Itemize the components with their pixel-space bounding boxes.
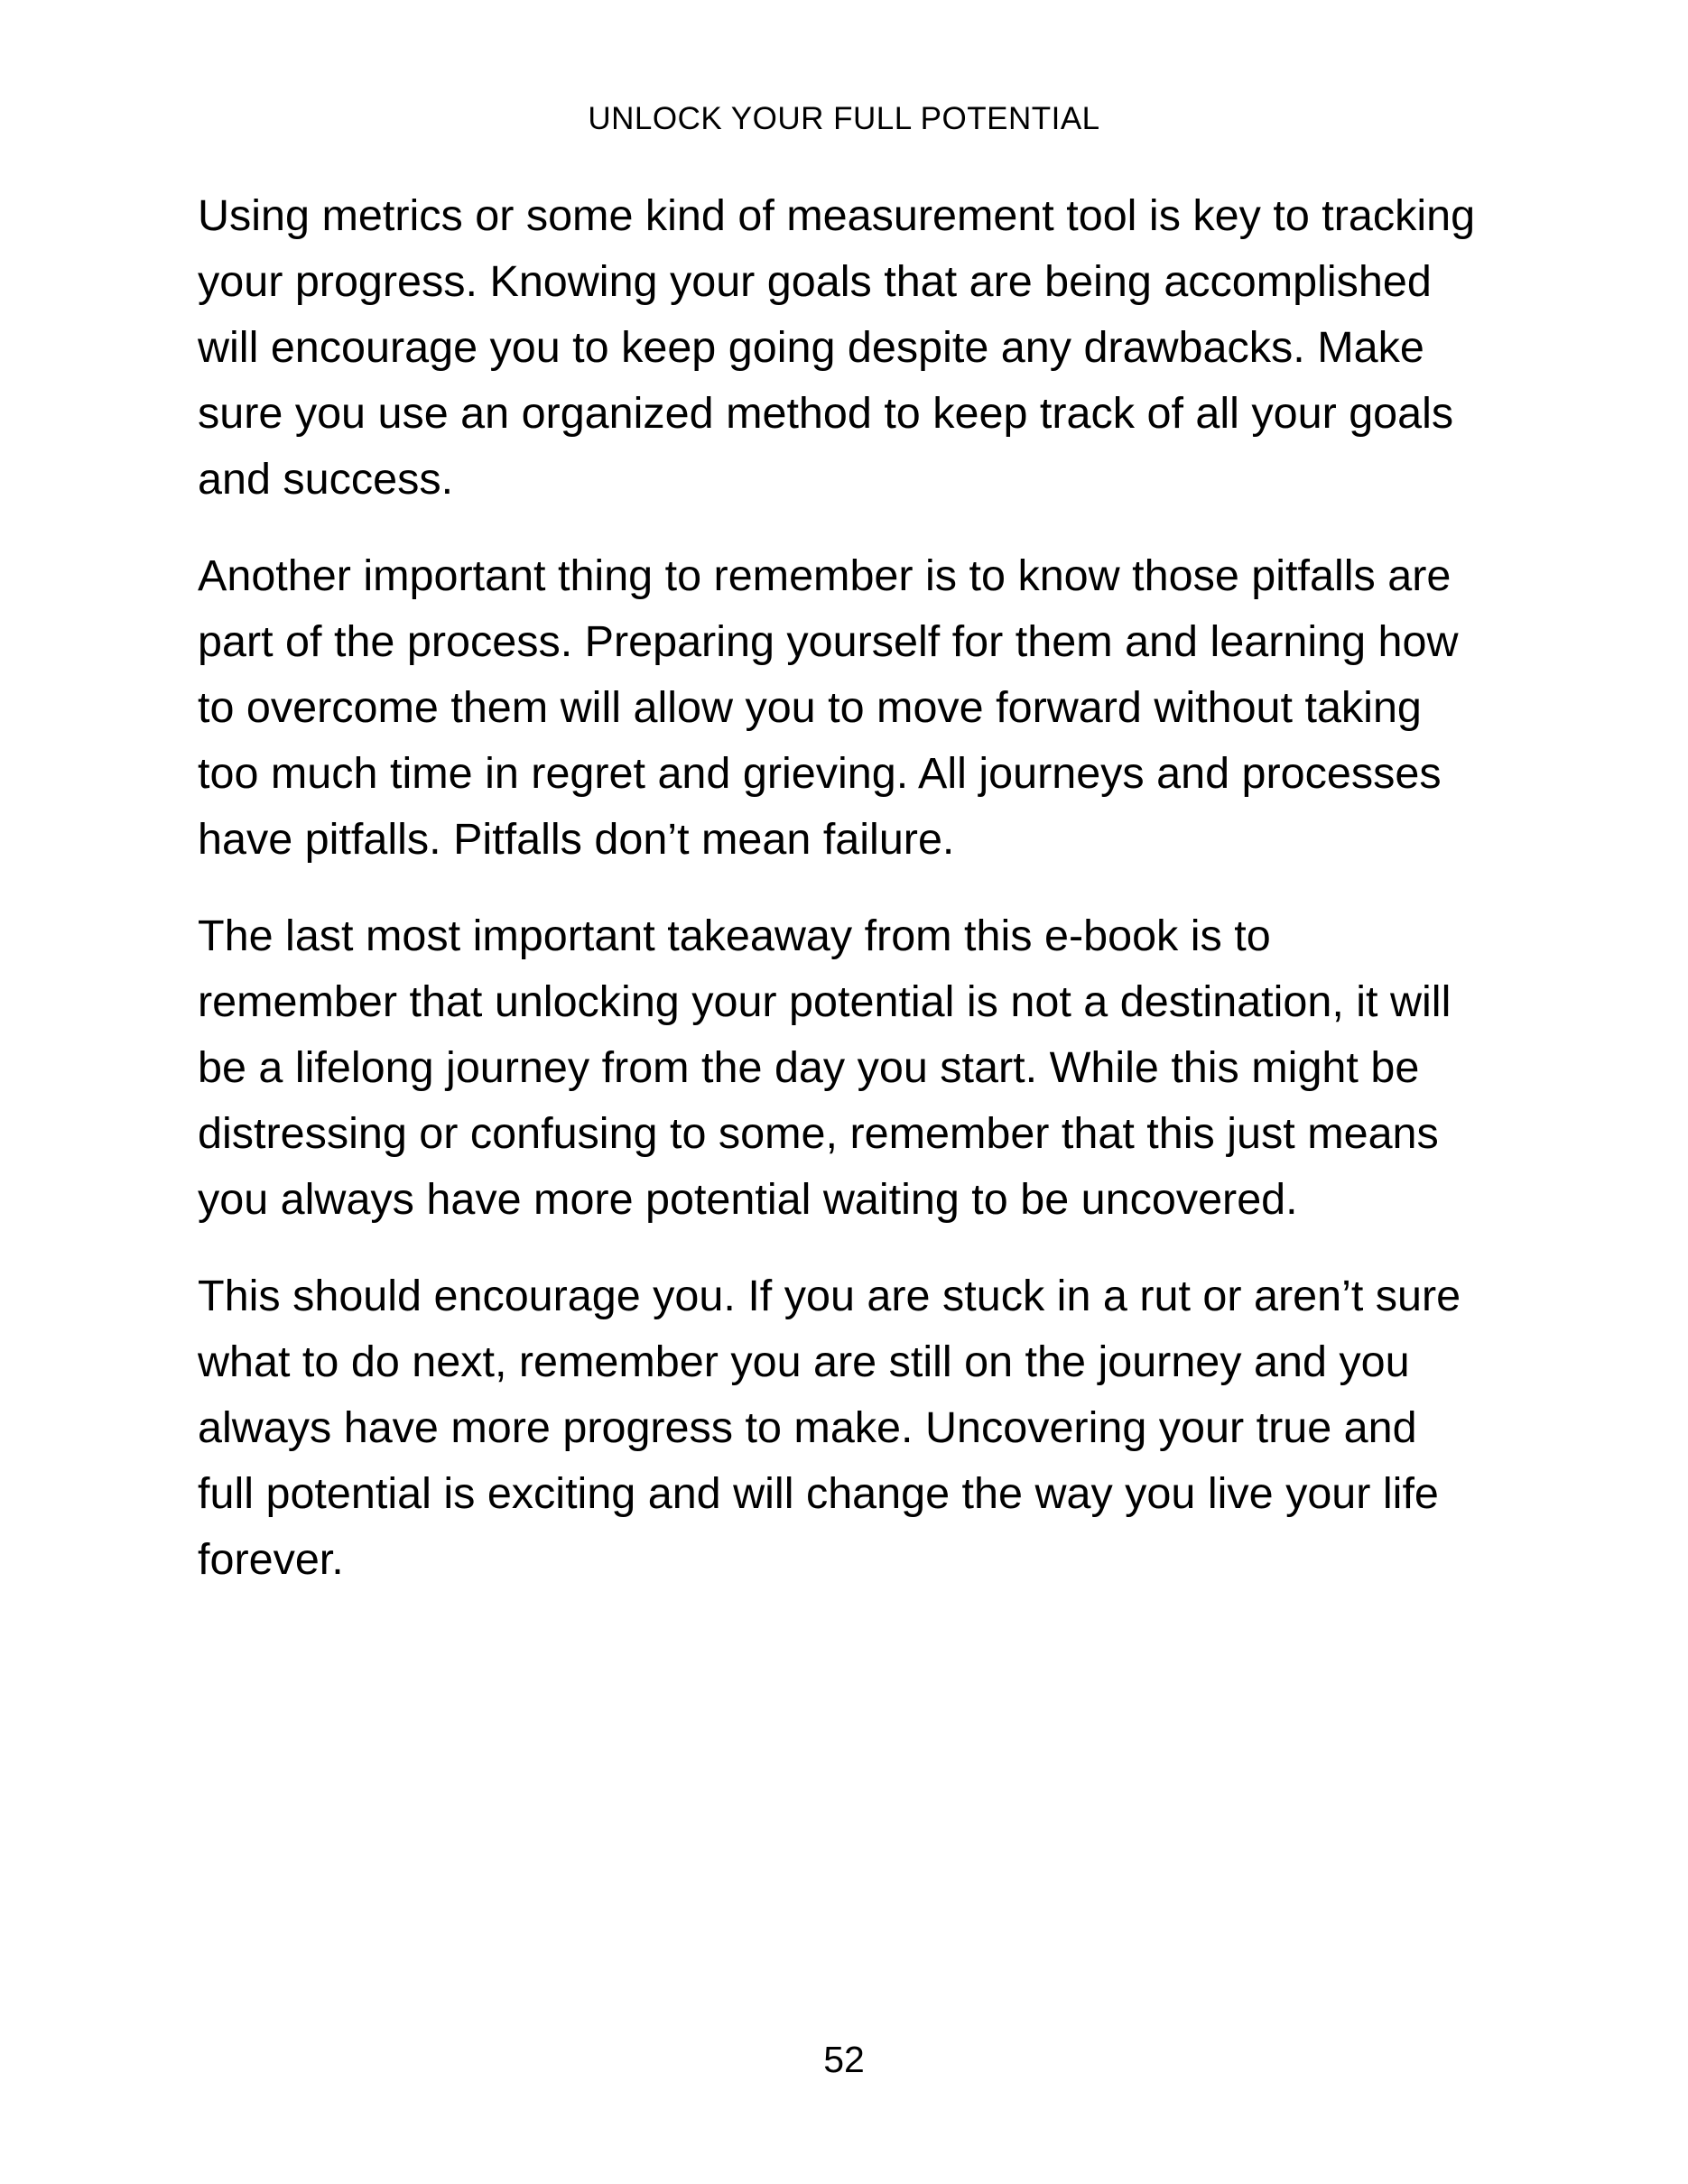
paragraph-encouragement: This should encourage you. If you are stuck in a rut or aren’t sure what to do next, remember you are still on the journey and you always have more progress to make. Uncovering your true and full potential is exciting and will change the way you live your life forever. [198,1272,1461,1584]
running-header: UNLOCK YOUR FULL POTENTIAL [588,101,1100,136]
body-text [198,183,1507,1624]
page-number: 52 [823,2039,865,2080]
paragraph-pitfalls: Another important thing to remember is to know those pitfalls are part of the process. Preparing yourself for them and learning how to overcome them will allow you to move forward without taking too much time in regret and grieving. All journeys and processes have pitfalls. Pitfalls don’t mean failure. [198,551,1459,864]
paragraph-takeaway: The last most important takeaway from this e-book is to remember that unlocking your potential is not a destination, it will be a lifelong journey from the day you start. While this might be distressing or confusing to some, remember that this just means you always have more potential waiting to be uncovered. [198,912,1451,1224]
paragraph-metrics: Using metrics or some kind of measurement tool is key to tracking your progress. Knowing your goals that are being accomplished will encourage you to keep going despite any drawbacks. Make sure you use an organized method to keep track of all your goals and success. [198,191,1476,504]
